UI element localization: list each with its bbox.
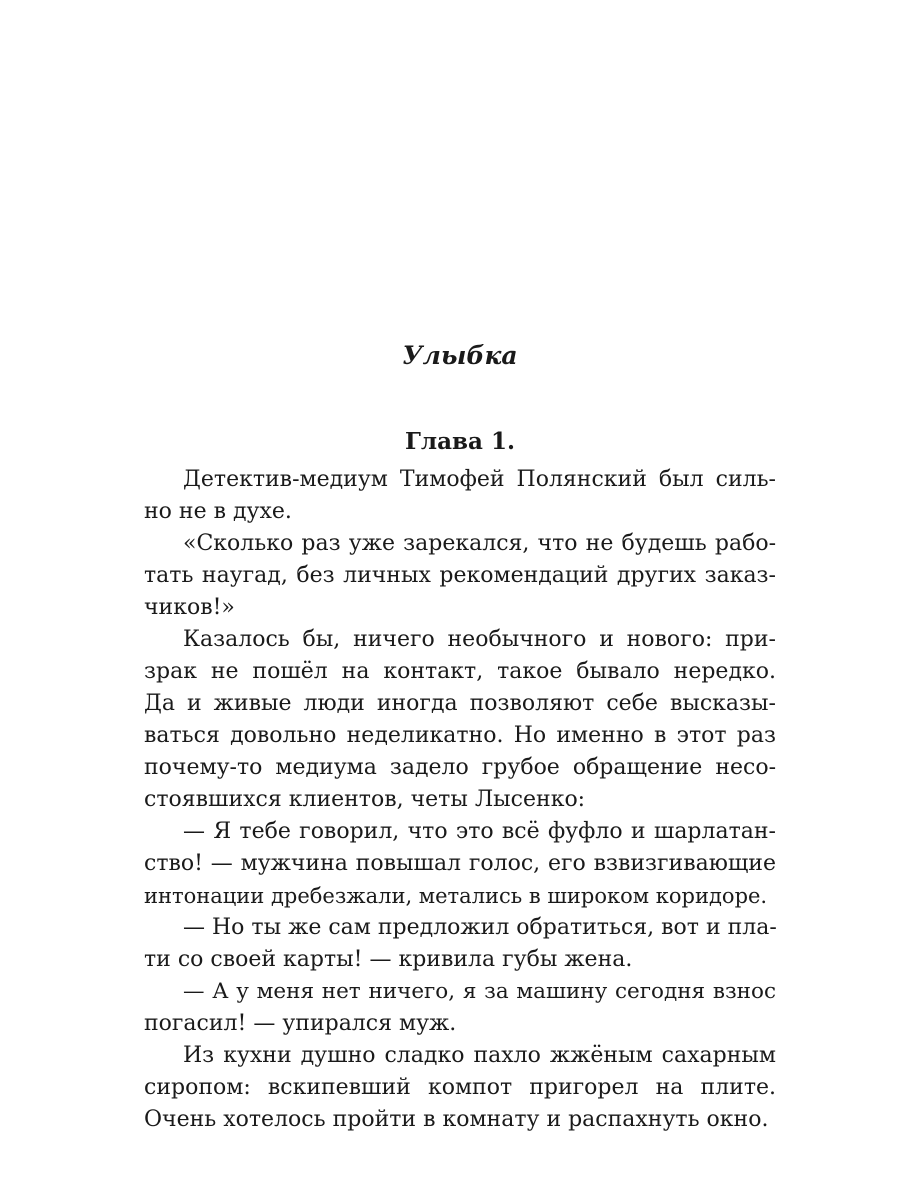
body-text [144,464,776,1136]
text-line: погасил! — упирался муж. [144,1011,457,1036]
text-line: зрак не пошёл на контакт, такое бывало нередко. [144,659,776,684]
text-line: — Я тебе говорил, что это всё фуфло и шарлатан- [183,819,776,844]
text-line: сиропом: вскипевший компот пригорел на плите. [144,1075,776,1100]
text-line: тать наугад, без личных рекомендаций других заказ- [144,563,776,588]
text-line: ти со своей карты! — кривила губы жена. [144,947,633,972]
book-page [144,0,776,1200]
story-title: Улыбка [402,341,518,370]
text-line: ваться довольно неделикатно. Но именно в этот раз [144,723,776,748]
text-line: — А у меня нет ничего, я за машину сегодня взнос [183,979,776,1004]
text-line: стоявшихся клиентов, четы Лысенко: [144,787,586,812]
text-line: почему-то медиума задело грубое обращение несо- [144,755,776,780]
text-line: Казалось бы, ничего необычного и нового: при- [183,627,776,652]
text-line: Из кухни душно сладко пахло жжёным сахарным [183,1043,776,1068]
text-line: ство! — мужчина повышал голос, его взвизгивающие [144,851,776,876]
text-line: — Но ты же сам предложил обратиться, вот и пла- [183,915,777,940]
text-line: Очень хотелось пройти в комнату и распахнуть окно. [144,1107,769,1132]
text-line: Да и живые люди иногда позволяют себе высказы- [144,691,776,716]
text-line: Детектив-медиум Тимофей Полянский был силь- [183,467,776,492]
text-line: чиков!» [144,595,235,620]
chapter-heading: Глава 1. [405,428,515,455]
text-line: интонации дребезжали, метались в широком коридоре. [144,884,768,908]
text-line: но не в духе. [144,499,292,524]
text-line: «Сколько раз уже зарекался, что не будешь рабо- [183,531,776,556]
